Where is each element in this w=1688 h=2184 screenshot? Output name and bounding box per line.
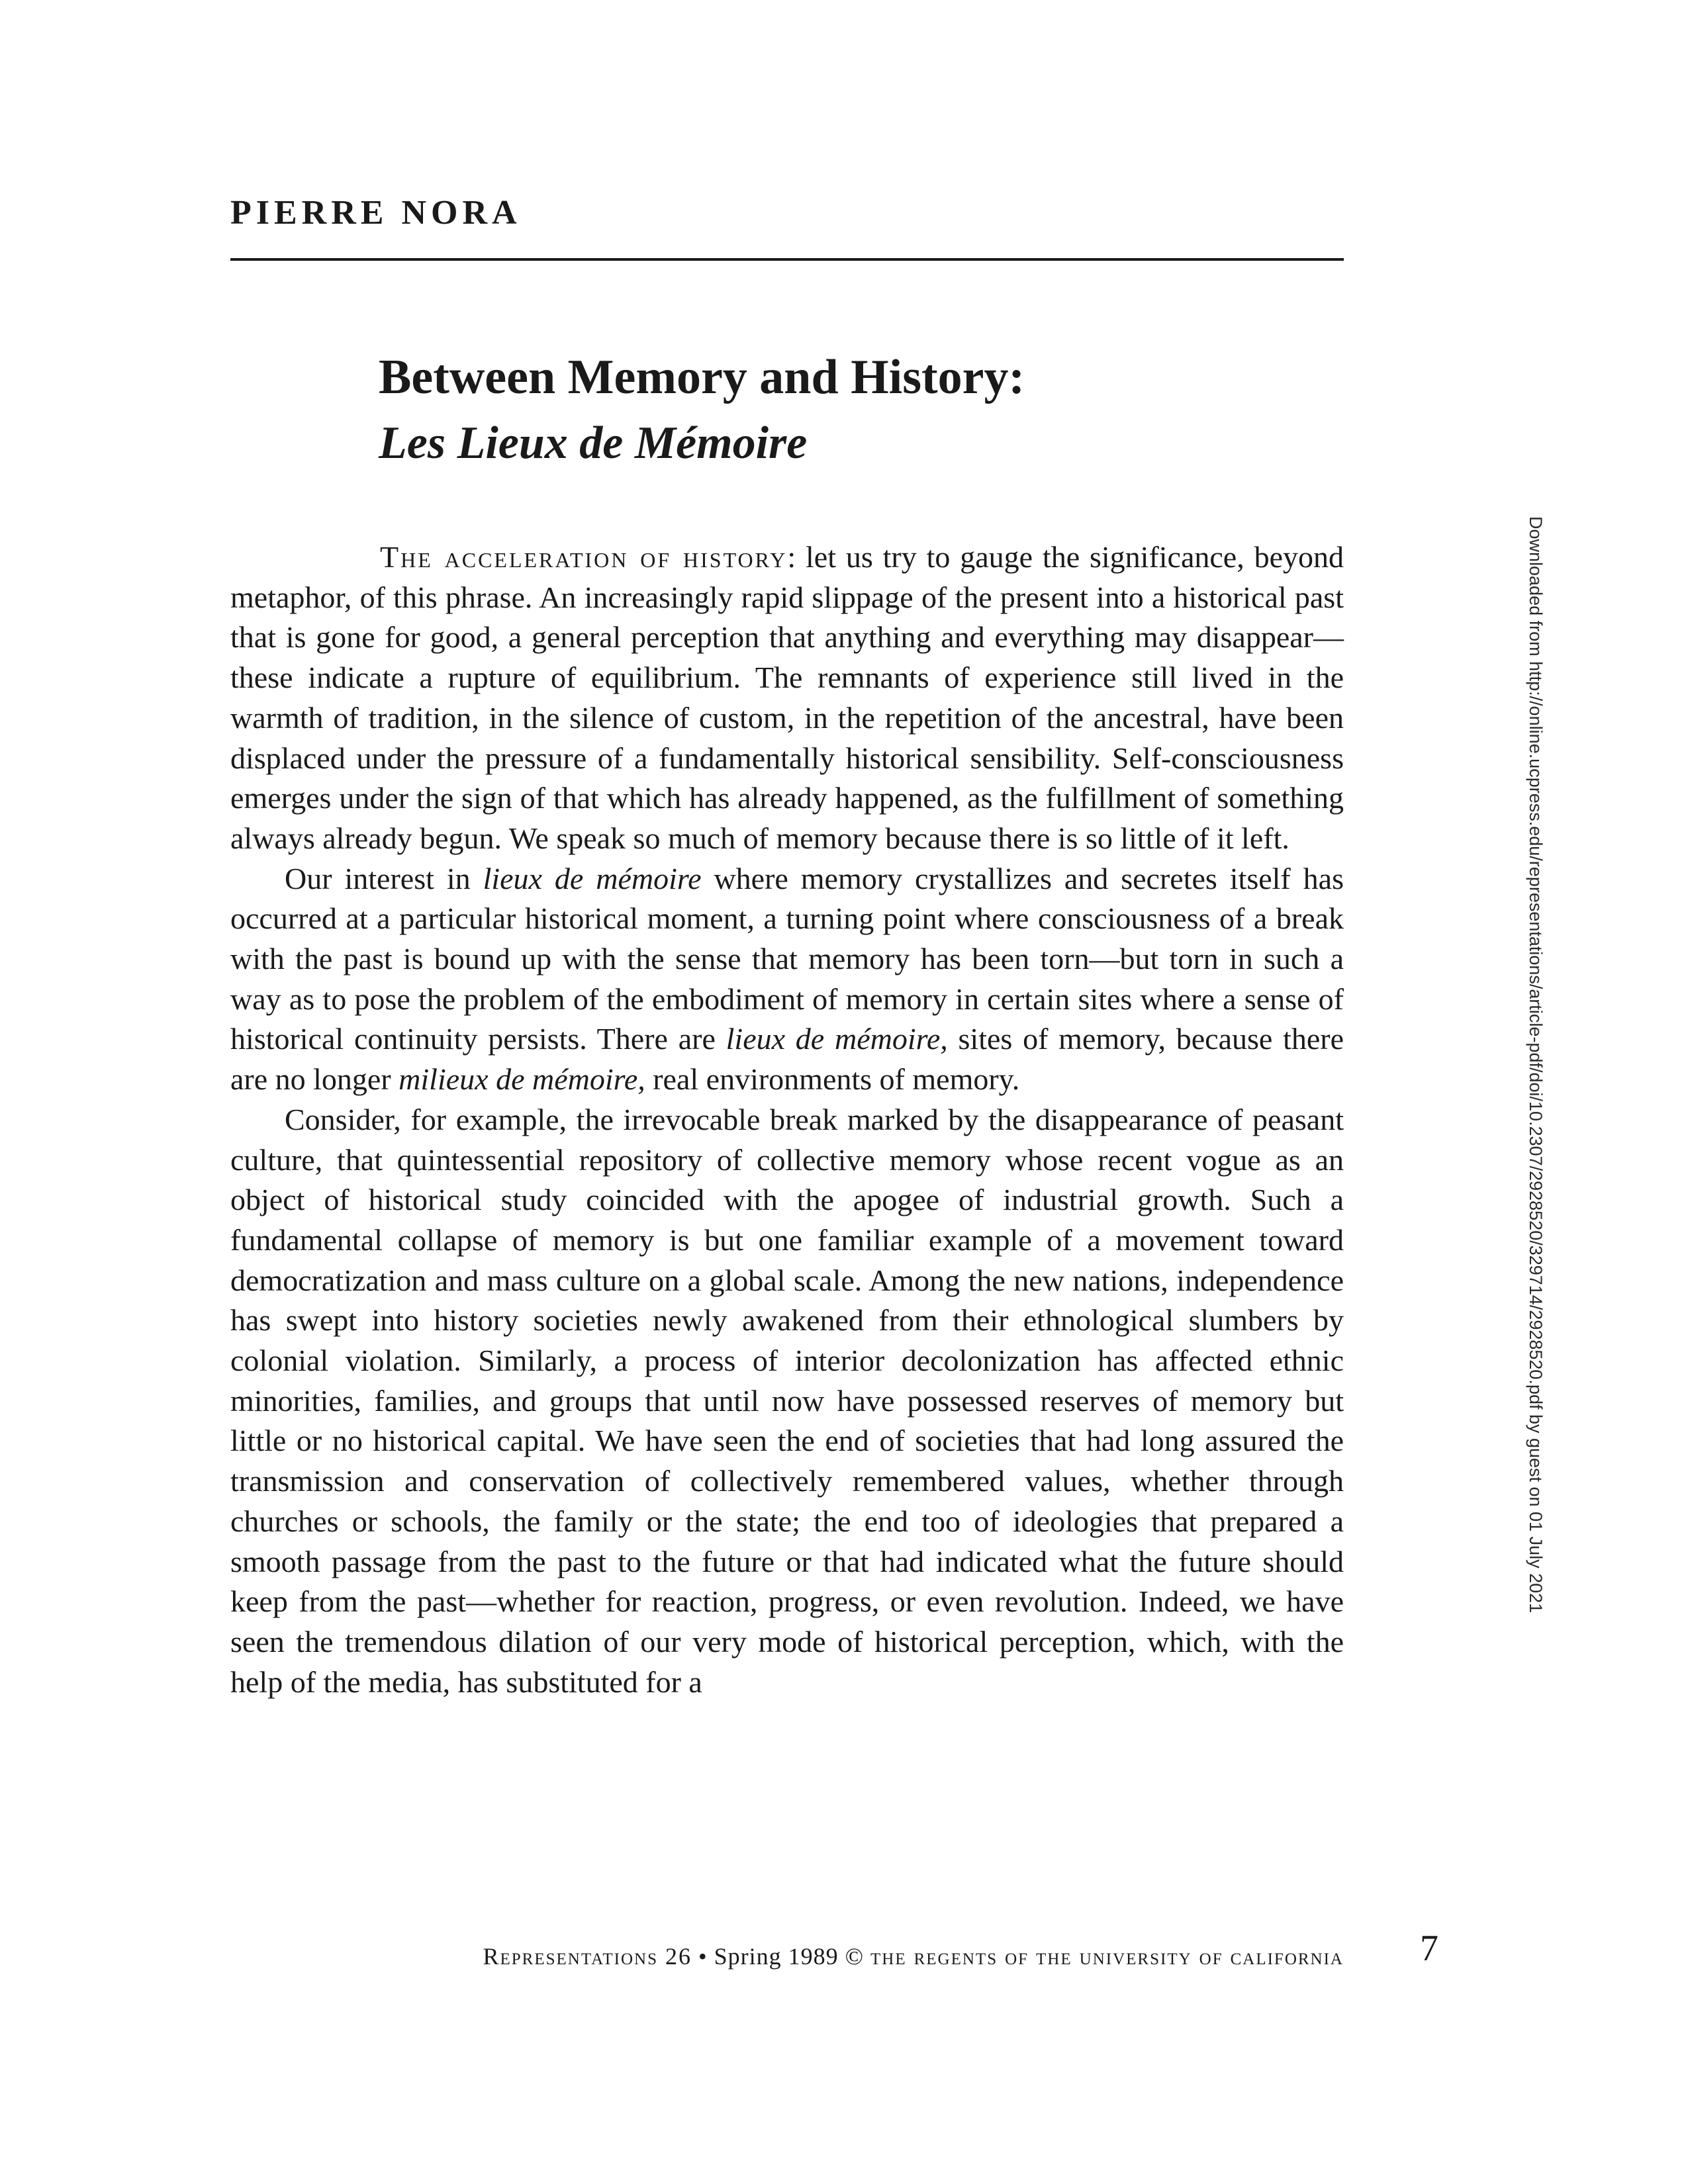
paragraph-2-italic-b: lieux de mémoire, [726, 1022, 948, 1056]
issue-info: Spring 1989 © [714, 1943, 870, 1970]
paragraph-2-text-a: Our interest in [285, 861, 483, 895]
paragraph-1-lead: The acceleration of history [380, 540, 788, 574]
paragraph-2 [230, 859, 1344, 1100]
author-name: PIERRE NORA [230, 194, 522, 232]
journal-name: Representations 26 [483, 1943, 692, 1970]
paragraph-2-italic-a: lieux de mémoire [483, 861, 702, 895]
header-rule [230, 258, 1344, 261]
paragraph-1 [230, 537, 1344, 859]
page-number: 7 [1420, 1928, 1438, 1969]
download-watermark: Downloaded from http://online.ucpress.edu/representations/article-pdf/doi/10.2307/2928520/329714/2928520.pdf by guest on 01 July 2021 [1526, 516, 1546, 1614]
article-subtitle: Les Lieux de Mémoire [379, 418, 808, 469]
copyright-holder: the regents of the university of california [870, 1943, 1344, 1970]
page-footer [230, 1942, 1344, 1970]
paragraph-3: Consider, for example, the irrevocable break marked by the disappearance of peasant culture, that quintessential repository of collective memory whose recent vogue as an object of historical study coincided with the apogee of industrial growth. Such a fundamental collapse of memory is but one familiar example of a movement toward democratization and mass culture on a global scale. Among the new nations, independence has swept into history societies newly awakened from their ethnological slumbers by colonial violation. Similarly, a process of interior decolonization has affected ethnic minorities, families, and groups that until now have possessed reserves of memory but little or no historical capital. We have seen the end of societies that had long assured the transmission and conservation of collectively remembered values, whether through churches or schools, the family or the state; the end too of ideologies that prepared a smooth passage from the past to the future or that had indicated what the future should keep from the past—whether for reaction, progress, or even revolution. Indeed, we have seen the tremendous dilation of our very mode of historical perception, which, with the help of the media, has substituted for a [230, 1102, 1344, 1699]
article-body [230, 537, 1344, 1702]
paragraph-1-text: : let us try to gauge the significance, beyond metaphor, of this phrase. An increasingly rapid slippage of the present into a historical past that is gone for good, a general perception that anything and everything may disappear—these indicate a rupture of equilibrium. The remnants of experience still lived in the warmth of tradition, in the silence of custom, in the repetition of the ancestral, have been displaced under the pressure of a fundamentally historical sensibility. Self-consciousness emerges under the sign of that which has already happened, as the fulfillment of something always already begun. We speak so much of memory because there is so little of it left. [230, 540, 1344, 855]
article-title: Between Memory and History: [379, 350, 1025, 404]
paragraph-2-text-c: sites of memory, because there are no longer [230, 1022, 1344, 1097]
paragraph-2-text-b: where memory crystallizes and secretes itself has occurred at a particular historical moment, a turning point where consciousness of a break with the past is bound up with the sense that memory has been torn—but torn in such a way as to pose the problem of the embodiment of memory in certain sites where a sense of historical continuity persists. There are [230, 861, 1344, 1056]
paragraph-2-text-d: real environments of memory. [645, 1062, 1020, 1097]
paragraph-2-italic-c: milieux de mémoire, [399, 1062, 645, 1097]
footer-separator: • [692, 1943, 714, 1970]
